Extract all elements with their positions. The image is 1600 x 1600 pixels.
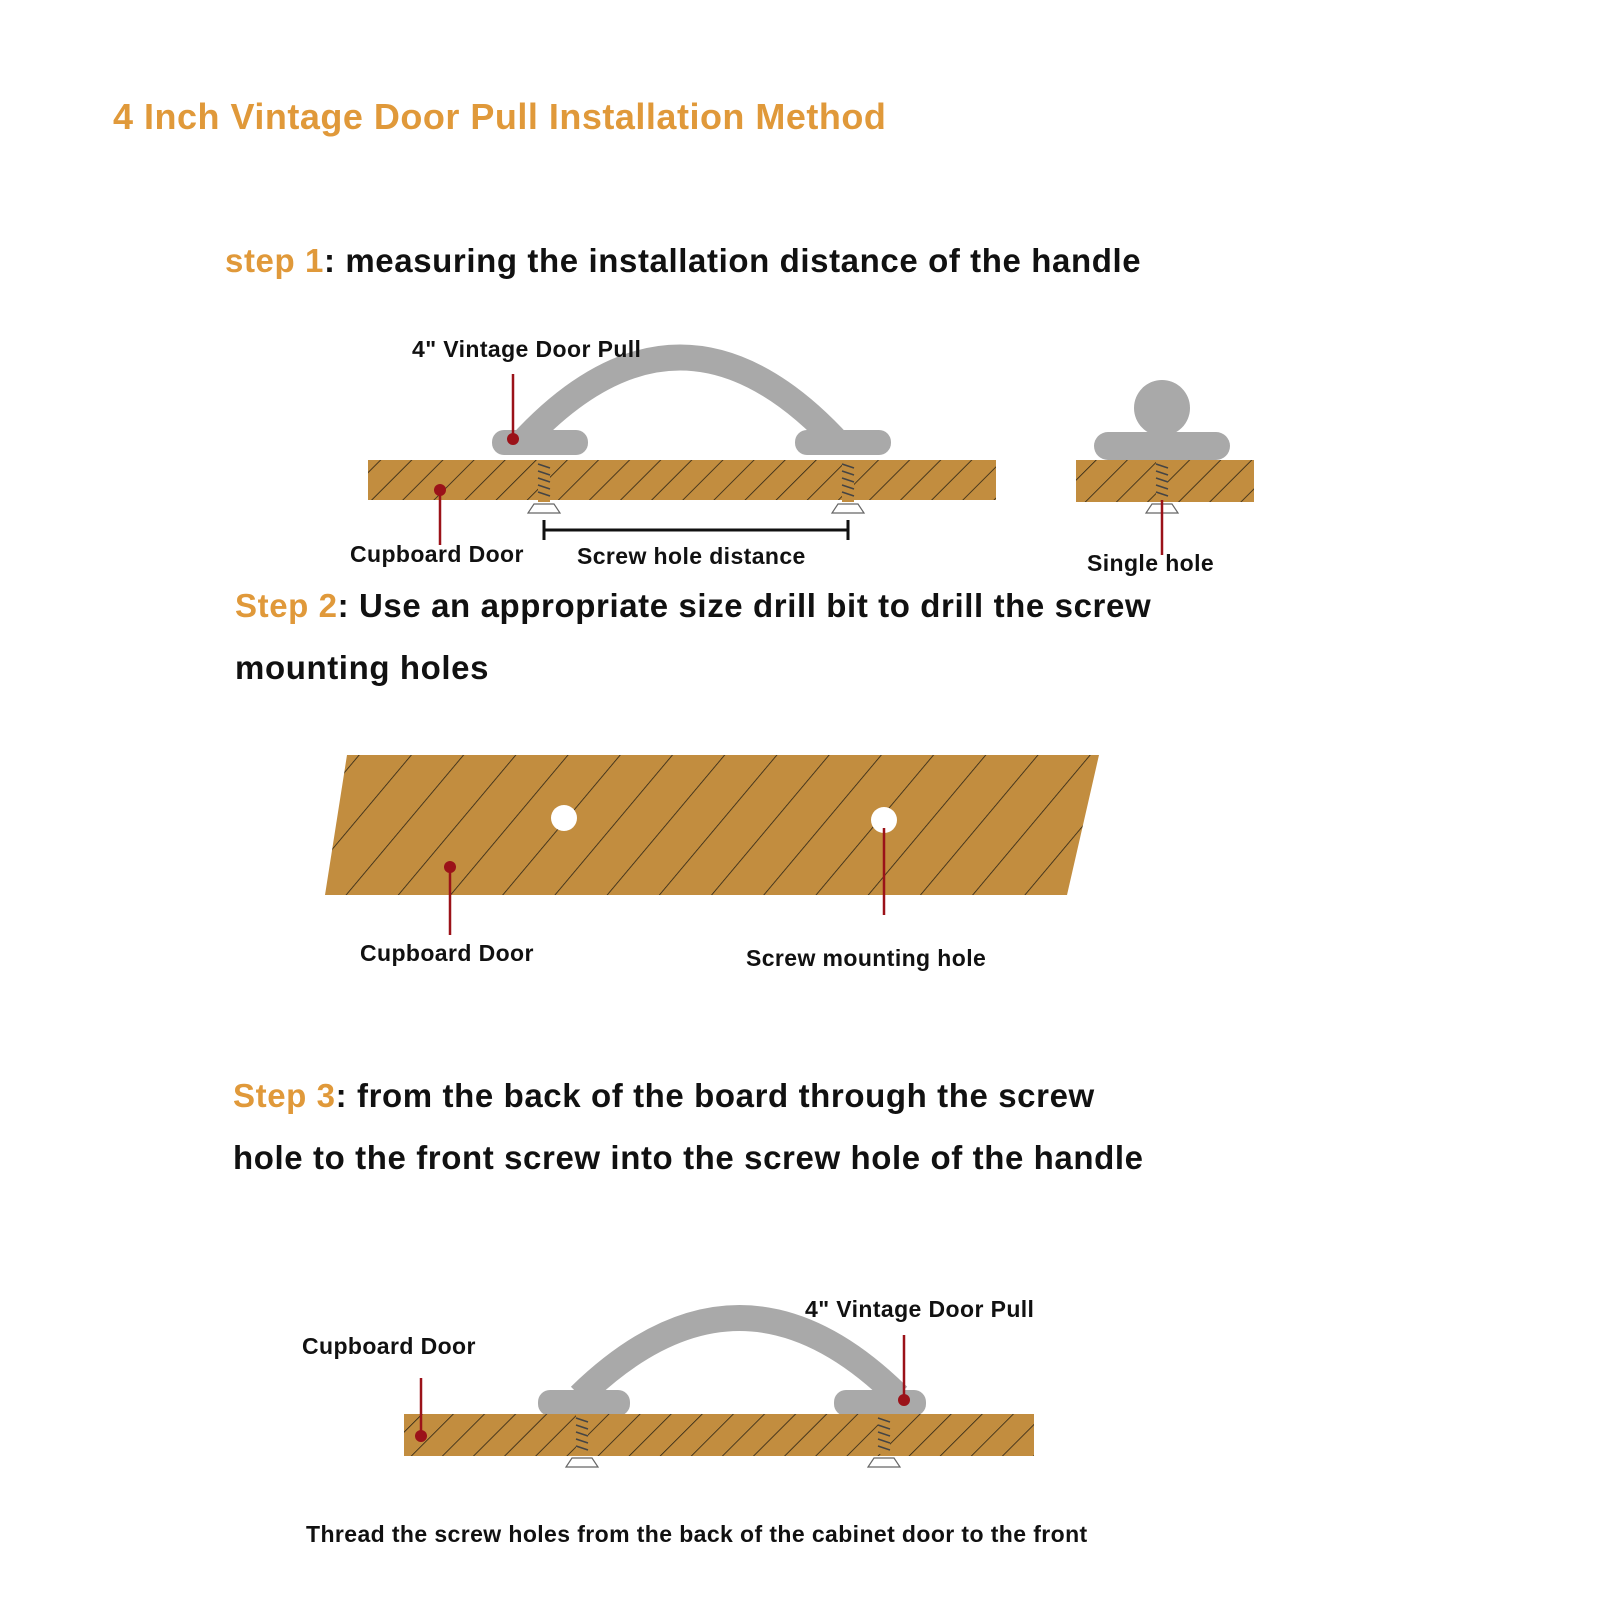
label-step3-pull: 4" Vintage Door Pull (805, 1296, 1035, 1322)
step2-text-line1: : Use an appropriate size drill bit to drill the screw (337, 587, 1152, 624)
door-pull-right-foot (795, 430, 891, 455)
cupboard-door-board-installed (404, 1414, 1034, 1456)
step2-diagram (325, 755, 1099, 935)
label-step2-door: Cupboard Door (360, 940, 534, 966)
door-pull-handle-installed (580, 1318, 898, 1396)
screw-hole-distance-bracket (544, 520, 848, 540)
label-step1-pull: 4" Vintage Door Pull (412, 336, 642, 362)
step3-text-line1: : from the back of the board through the screw (335, 1077, 1095, 1114)
step3-diagram (404, 1318, 1034, 1467)
label-step1-single: Single hole (1087, 550, 1215, 576)
step1-diagram (368, 358, 1254, 556)
step3-number: Step 3 (233, 1077, 336, 1114)
step1-number: step 1 (225, 242, 324, 279)
label-step2-hole: Screw mounting hole (746, 945, 987, 971)
step3-caption: Thread the screw holes from the back of the cabinet door to the front (306, 1521, 1088, 1547)
door-pull-left-foot-installed (538, 1390, 630, 1416)
pointer-cupboard-door (434, 484, 446, 545)
pointer-step3-door (415, 1378, 427, 1442)
label-step3-door: Cupboard Door (302, 1333, 476, 1359)
label-step1-door: Cupboard Door (350, 541, 524, 567)
step2-number: Step 2 (235, 587, 338, 624)
cupboard-door-board-drilled (325, 755, 1099, 895)
single-hole-knob (1094, 380, 1230, 460)
page-title: 4 Inch Vintage Door Pull Installation Method (113, 96, 887, 137)
door-pull-right-foot-installed (834, 1390, 926, 1416)
screw-mounting-hole-left (551, 805, 577, 831)
label-step1-distance: Screw hole distance (577, 543, 806, 569)
cupboard-door-board (368, 460, 996, 500)
step1-text: : measuring the installation distance of the handle (323, 242, 1142, 279)
door-pull-left-foot (492, 430, 588, 455)
step3-text-line2: hole to the front screw into the screw hole of the handle (233, 1139, 1144, 1176)
step2-text-line2: mounting holes (235, 649, 490, 686)
